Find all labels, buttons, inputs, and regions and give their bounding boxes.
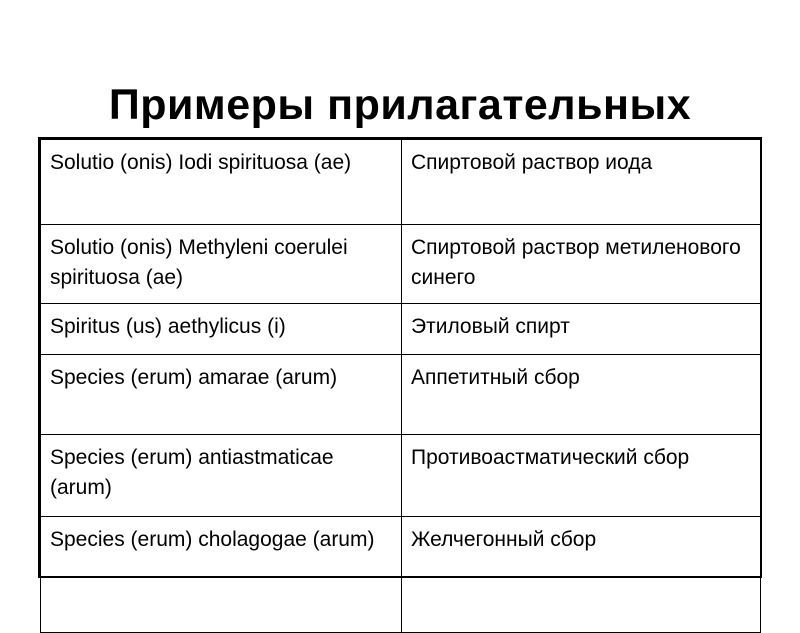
latin-term-cell: Species (erum) antiastmaticae (arum)	[41, 435, 402, 517]
latin-term-cell: Solutio (onis) Methyleni coerulei spirituosa (ae)	[41, 225, 402, 304]
latin-term-cell: Solutio (onis) Iodi spirituosa (ae)	[41, 140, 402, 225]
table-row	[41, 304, 761, 355]
russian-translation-cell: Противоастматический сбор	[402, 435, 761, 517]
table-row	[41, 517, 761, 633]
russian-translation-cell: Желчегонный сбор	[402, 517, 761, 633]
russian-translation-cell: Спиртовой раствор иода	[402, 140, 761, 225]
latin-term-cell: Species (erum) amarae (arum)	[41, 355, 402, 435]
adjective-examples-table	[38, 137, 762, 578]
latin-term-cell: Spiritus (us) aethylicus (i)	[41, 304, 402, 355]
russian-translation-cell: Этиловый спирт	[402, 304, 761, 355]
table-row	[41, 140, 761, 225]
table-row	[41, 435, 761, 517]
slide-title: Примеры прилагательных	[108, 80, 692, 129]
latin-term-cell: Species (erum) cholagogae (arum)	[41, 517, 402, 633]
russian-translation-cell: Аппетитный сбор	[402, 355, 761, 435]
russian-translation-cell: Спиртовой раствор метиленового синего	[402, 225, 761, 304]
table-row	[41, 225, 761, 304]
table-row	[41, 355, 761, 435]
